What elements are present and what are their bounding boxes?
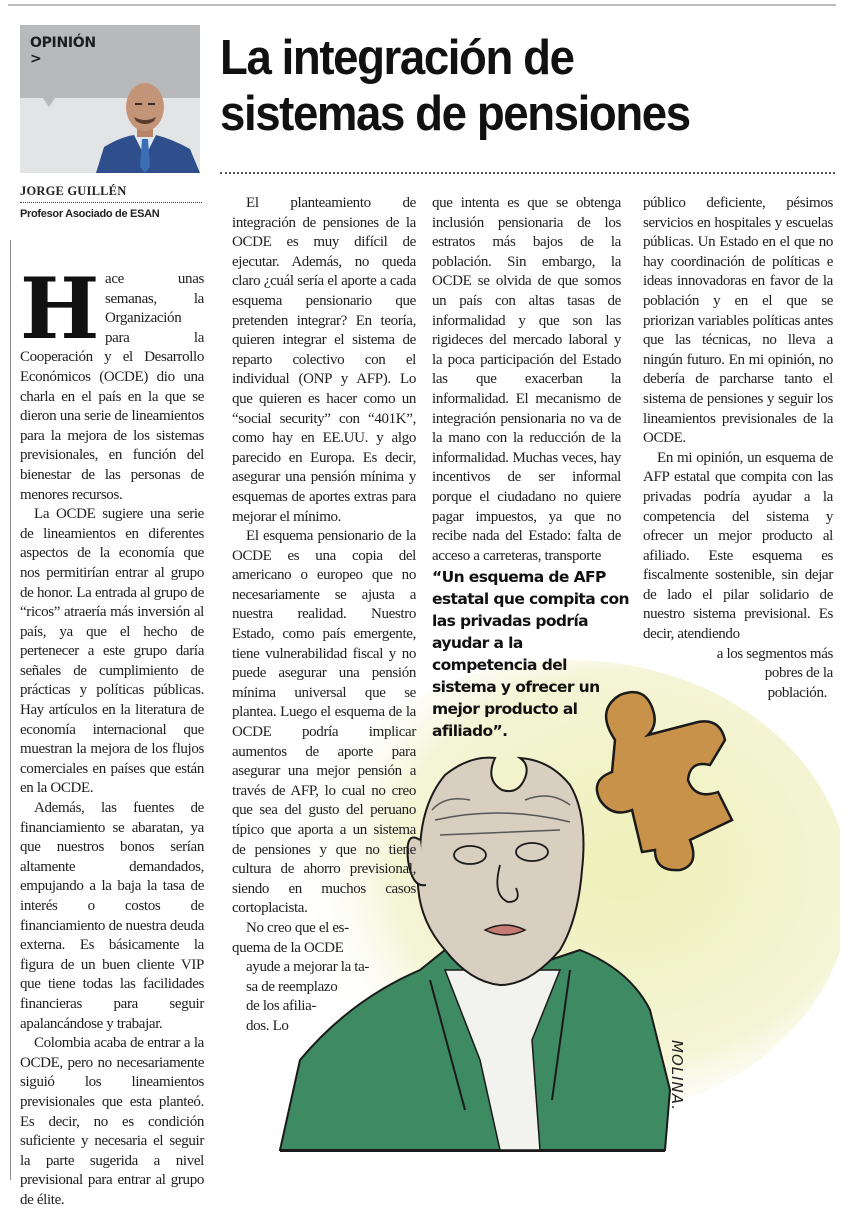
quote-line: afiliado”.	[432, 722, 508, 740]
section-label: OPINIÓN	[30, 35, 96, 51]
paragraph: La OCDE sugiere una serie de lineamientos en diferentes aspectos de la economía que nos permitirían entrar al grupo de honor. La entrada al grupo de “ricos” atraería más inversión al país, ya que el hecho de pertenecer a este grupo daría señales de cumplimiento de prácticas y políticas públicas. Hay artículos en la literatura de economía internacional que muestran la mejora de los flujos comerciales en países que están en la OCDE.	[20, 506, 204, 797]
opinion-badge	[20, 25, 200, 173]
text-line: No creo que el es-	[246, 919, 349, 936]
text-line: quema de la OCDE	[232, 939, 344, 956]
title-line-2: sistemas de pensiones	[220, 87, 690, 141]
title-line-1: La integración de	[220, 31, 574, 85]
text-line: población.	[767, 684, 827, 701]
quote-line: mejor producto al	[432, 700, 578, 718]
chevron-right-icon: >	[30, 51, 42, 67]
quote-line: estatal que compita con	[432, 590, 629, 608]
body-column-1	[20, 259, 204, 1211]
body-column-4	[643, 194, 833, 703]
pull-quote	[432, 566, 632, 742]
paragraph-tail	[643, 645, 833, 704]
paragraph: Colombia acaba de entrar a la OCDE, pero no necesariamente siguió los lineamientos previsionales que esta planteó. Es decir, no es condición suficiente y necesaria el seguir la parte sugerida a nivel previsional para entrar al grupo de élite.	[20, 1035, 204, 1208]
body-column-2	[232, 194, 416, 1037]
speech-tail	[43, 98, 55, 107]
quote-line: las privadas podría	[432, 612, 589, 630]
paragraph: Además, las fuentes de financiamiento se abaratan, ya que nuestros bonos serían altamente demandados, empujando a la baja la tasa de interés o costos de financiamiento de nuestra deuda externa. Es básicamente la figura de un buen cliente VIP que tiene todas las facilidades financieras para seguir apalancándose y trabajar.	[20, 800, 204, 1032]
paragraph: público deficiente, pésimos servicios en hospitales y escuelas públicas. Un Estado en el que no hay coordinación de políticas e ideas innovadoras en favor de la población y en el que se priorizan variables políticas antes que las técnicas, no lleva a ningún futuro. En mi opinión, no debería de parcharse tanto el sistema de pensiones y seguir los lineamientos previsionales de la OCDE.	[643, 195, 833, 447]
quote-line: ayudar a la	[432, 634, 523, 652]
text-line: pobres de la	[764, 665, 833, 682]
paragraph-text: ace unas semanas, la Organización para la Cooperación y el Desarrollo Económicos (OCDE) dio una charla en el país en la que se dieron una serie de lineamientos para la mejora de los sistemas previsionales, en función del bienestar de las personas de menores recursos.	[20, 271, 204, 503]
body-column-3	[432, 194, 621, 566]
author-divider	[20, 202, 202, 203]
author-photo	[90, 77, 200, 173]
paragraph	[20, 259, 204, 505]
left-column-rule	[10, 240, 11, 1180]
paragraph: El esquema pensionario de la OCDE es una copia del americano o europeo que no necesariamente se ajusta a nuestra realidad. Nuestro Estado, como país emergente, tiene vulnerabilidad fiscal y no puede asegurar una pensión mínima universal que se plantea. Luego el esquema de la OCDE podría implicar aumentos de aporte para asegurar una mejor pensión a través de AFP, lo cual no creo que sea del gusto del peruano típico que aporta a un sistema de pensiones y que no tiene cultura de ahorro previsional, siendo en muchos casos cortoplacista.	[232, 528, 416, 917]
quote-line: sistema y ofrecer un	[432, 678, 600, 696]
text-line: de los afilia-	[246, 998, 317, 1015]
paragraph: El planteamiento de integración de pensiones de la OCDE es muy difícil de ejecutar. Además, no queda claro ¿cuál sería el aporte a cada esquema pensionario que pretenden integrar? En teoría, quieren integrar el sistema de reparto colectivo con el individual (ONP y AFP). Lo que quieren es hacer como un “social security” con “401K”, como hay en EE.UU. y algo parecido en Europa. Es decir, asegurar una pensión mínima y esquemas de aportes extras para mejorar el mínimo.	[232, 195, 416, 525]
artist-signature: MOLINA.	[668, 1040, 686, 1112]
quote-line: competencia del	[432, 656, 567, 674]
author-name: JORGE GUILLÉN	[20, 184, 127, 198]
text-line: sa de reemplazo	[246, 978, 338, 995]
text-line: ayude a mejorar la ta-	[246, 959, 370, 976]
text-line: a los segmentos más	[716, 645, 833, 662]
title-divider	[220, 172, 835, 174]
article-title	[220, 30, 787, 142]
drop-cap: H	[20, 259, 100, 358]
paragraph: En mi opinión, un esquema de AFP estatal que compita con las privadas podría ayudar a la competencia del sistema y ofrecer un mejor producto al afiliado. Este esquema es fiscalmente sostenible, sin dejar de lado el pilar solidario de nuestro sistema previsional. Es decir, atendiendo	[643, 449, 833, 643]
author-role: Profesor Asociado de ESAN	[20, 208, 160, 220]
top-border	[8, 4, 836, 6]
quote-line: “Un esquema de AFP	[432, 568, 606, 586]
paragraph	[232, 919, 416, 1037]
text-line: dos. Lo	[246, 1017, 289, 1034]
paragraph: que intenta es que se obtenga inclusión pensionaria de los estratos más bajos de la población. Sin embargo, la OCDE se olvida de que somos un país con altas tasas de informalidad y que son las rigideces del mercado laboral y la poca participación del Estado las que exacerban la informalidad. El mecanismo de integración pensionaria no va de la mano con la reducción de la informalidad. Muchas veces, hay incentivos de ser informal porque el ciudadano no quiere pagar impuestos, ya que no recibe nada del Estado: falta de acceso a carreteras, transporte	[432, 195, 621, 564]
